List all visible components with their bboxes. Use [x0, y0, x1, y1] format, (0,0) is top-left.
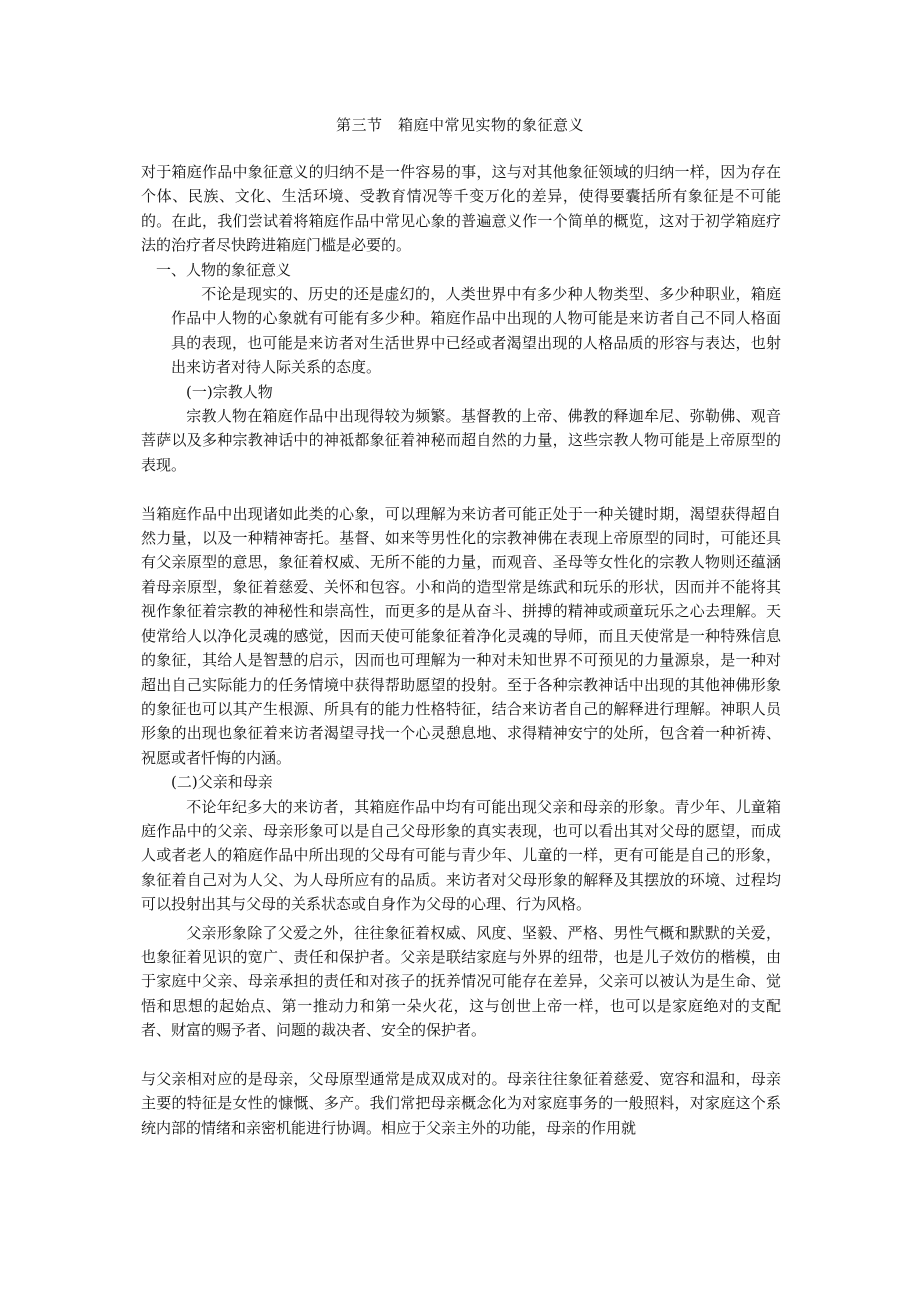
paragraph-father-mother-1	[141, 795, 781, 917]
paragraph-gap	[141, 477, 781, 501]
document-body	[141, 160, 781, 1140]
paragraph-father-mother-1-text: 不论年纪多大的来访者，其箱庭作品中均有可能出现父亲和母亲的形象。青少年、儿童箱庭作品中的父亲、母亲形象可以是自己父母形象的真实表现，也可以看出其对父母的愿望，而成人或者老人的箱庭作品中所出现的父母有可能与青少年、儿童的一样，更有可能是自己的形象，象征着自己对为人父、为人母所应有的品质。来访者对父母形象的解释及其摆放的环境、过程均可以投射出其与父母的关系状态或自身作为父母的心理、行为风格。	[141, 797, 781, 914]
page-title: 第三节 箱庭中常见实物的象征意义	[335, 116, 584, 134]
paragraph-religious-figures-1	[141, 404, 781, 477]
paragraph-religious-figures-2: 当箱庭作品中出现诸如此类的心象，可以理解为来访者可能正处于一种关键时期，渴望获得超自然力量，以及一种精神寄托。基督、如来等男性化的宗教神佛在表现上帝原型的同时，可能还具有父亲原型的意思，象征着权威、无所不能的力量，而观音、圣母等女性化的宗教人物则还蕴涵着母亲原型，象征着慈爱、关怀和包容。小和尚的造型常是练武和玩乐的形状，因而并不能将其视作象征着宗教的神秘性和崇高性，而更多的是从奋斗、拼搏的精神或顽童玩乐之心去理解。天使常给人以净化灵魂的感觉，因而天使可能象征着净化灵魂的导师，而且天使常是一种特殊信息的象征，其给人是智慧的启示，因而也可理解为一种对未知世界不可预见的力量源泉，是一种对超出自己实际能力的任务情境中获得帮助愿望的投射。至于各种宗教神话中出现的其他神佛形象的象征也可以其产生根源、所具有的能力性格特征，结合来访者自己的解释进行理解。神职人员形象的出现也象征着来访者渴望寻找一个心灵憩息地、求得精神安宁的处所，包含着一种祈祷、祝愿或者忏悔的内涵。	[141, 504, 781, 767]
paragraph-father-mother-2	[141, 921, 781, 1043]
paragraph-religious-figures-1-text: 宗教人物在箱庭作品中出现得较为频繁。基督教的上帝、佛教的释迦牟尼、弥勒佛、观音菩萨以及多种宗教神话中的神祗都象征着神秘而超自然的力量，这些宗教人物可能是上帝原型的表现。	[141, 407, 781, 474]
section-heading-persons: 一、人物的象征意义	[156, 260, 292, 279]
subheading-father-mother: (二)父亲和母亲	[171, 773, 273, 792]
paragraph-gap	[141, 1043, 781, 1067]
paragraph-father-mother-2-text: 父亲形象除了父爱之外，往往象征着权威、风度、坚毅、严格、男性气概和默默的关爱，也象征着见识的宽广、责任和保护者。父亲是联结家庭与外界的纽带，也是儿子效仿的楷模，由于家庭中父亲、母亲承担的责任和对孩子的抚养情况可能存在差异，父亲可以被认为是生命、觉悟和思想的起始点、第一推动力和第一朵火花，这与创世上帝一样，也可以是家庭绝对的支配者、财富的赐予者、问题的裁决者、安全的保护者。	[141, 923, 781, 1040]
subheading-religious-figures: (一)宗教人物	[186, 382, 273, 401]
intro-paragraph: 对于箱庭作品中象征意义的归纳不是一件容易的事，这与对其他象征领域的归纳一样，因为存在个体、民族、文化、生活环境、受教育情况等千变万化的差异，使得要囊括所有象征是不可能的。在此，我们尝试着将箱庭作品中常见心象的普遍意义作一个简单的概览，这对于初学箱庭疗法的治疗者尽快跨进箱庭门槛是必要的。	[141, 163, 781, 255]
section-paragraph-persons	[141, 282, 781, 380]
section-paragraph-persons-text: 不论是现实的、历史的还是虚幻的，人类世界中有多少种人物类型、多少种职业，箱庭作品中人物的心象就有可能有多少种。箱庭作品中出现的人物可能是来访者自己不同人格面具的表现，也可能是来访者对生活世界中已经或者渴望出现的人格品质的形容与表达，也射出来访者对待人际关系的态度。	[171, 285, 781, 377]
paragraph-father-mother-3: 与父亲相对应的是母亲，父母原型通常是成双成对的。母亲往往象征着慈爱、宽容和温和，母亲主要的特征是女性的慷慨、多产。我们常把母亲概念化为对家庭事务的一般照料，对家庭这个系统内部的情绪和亲密机能进行协调。相应于父亲主外的功能，母亲的作用就	[141, 1070, 781, 1137]
